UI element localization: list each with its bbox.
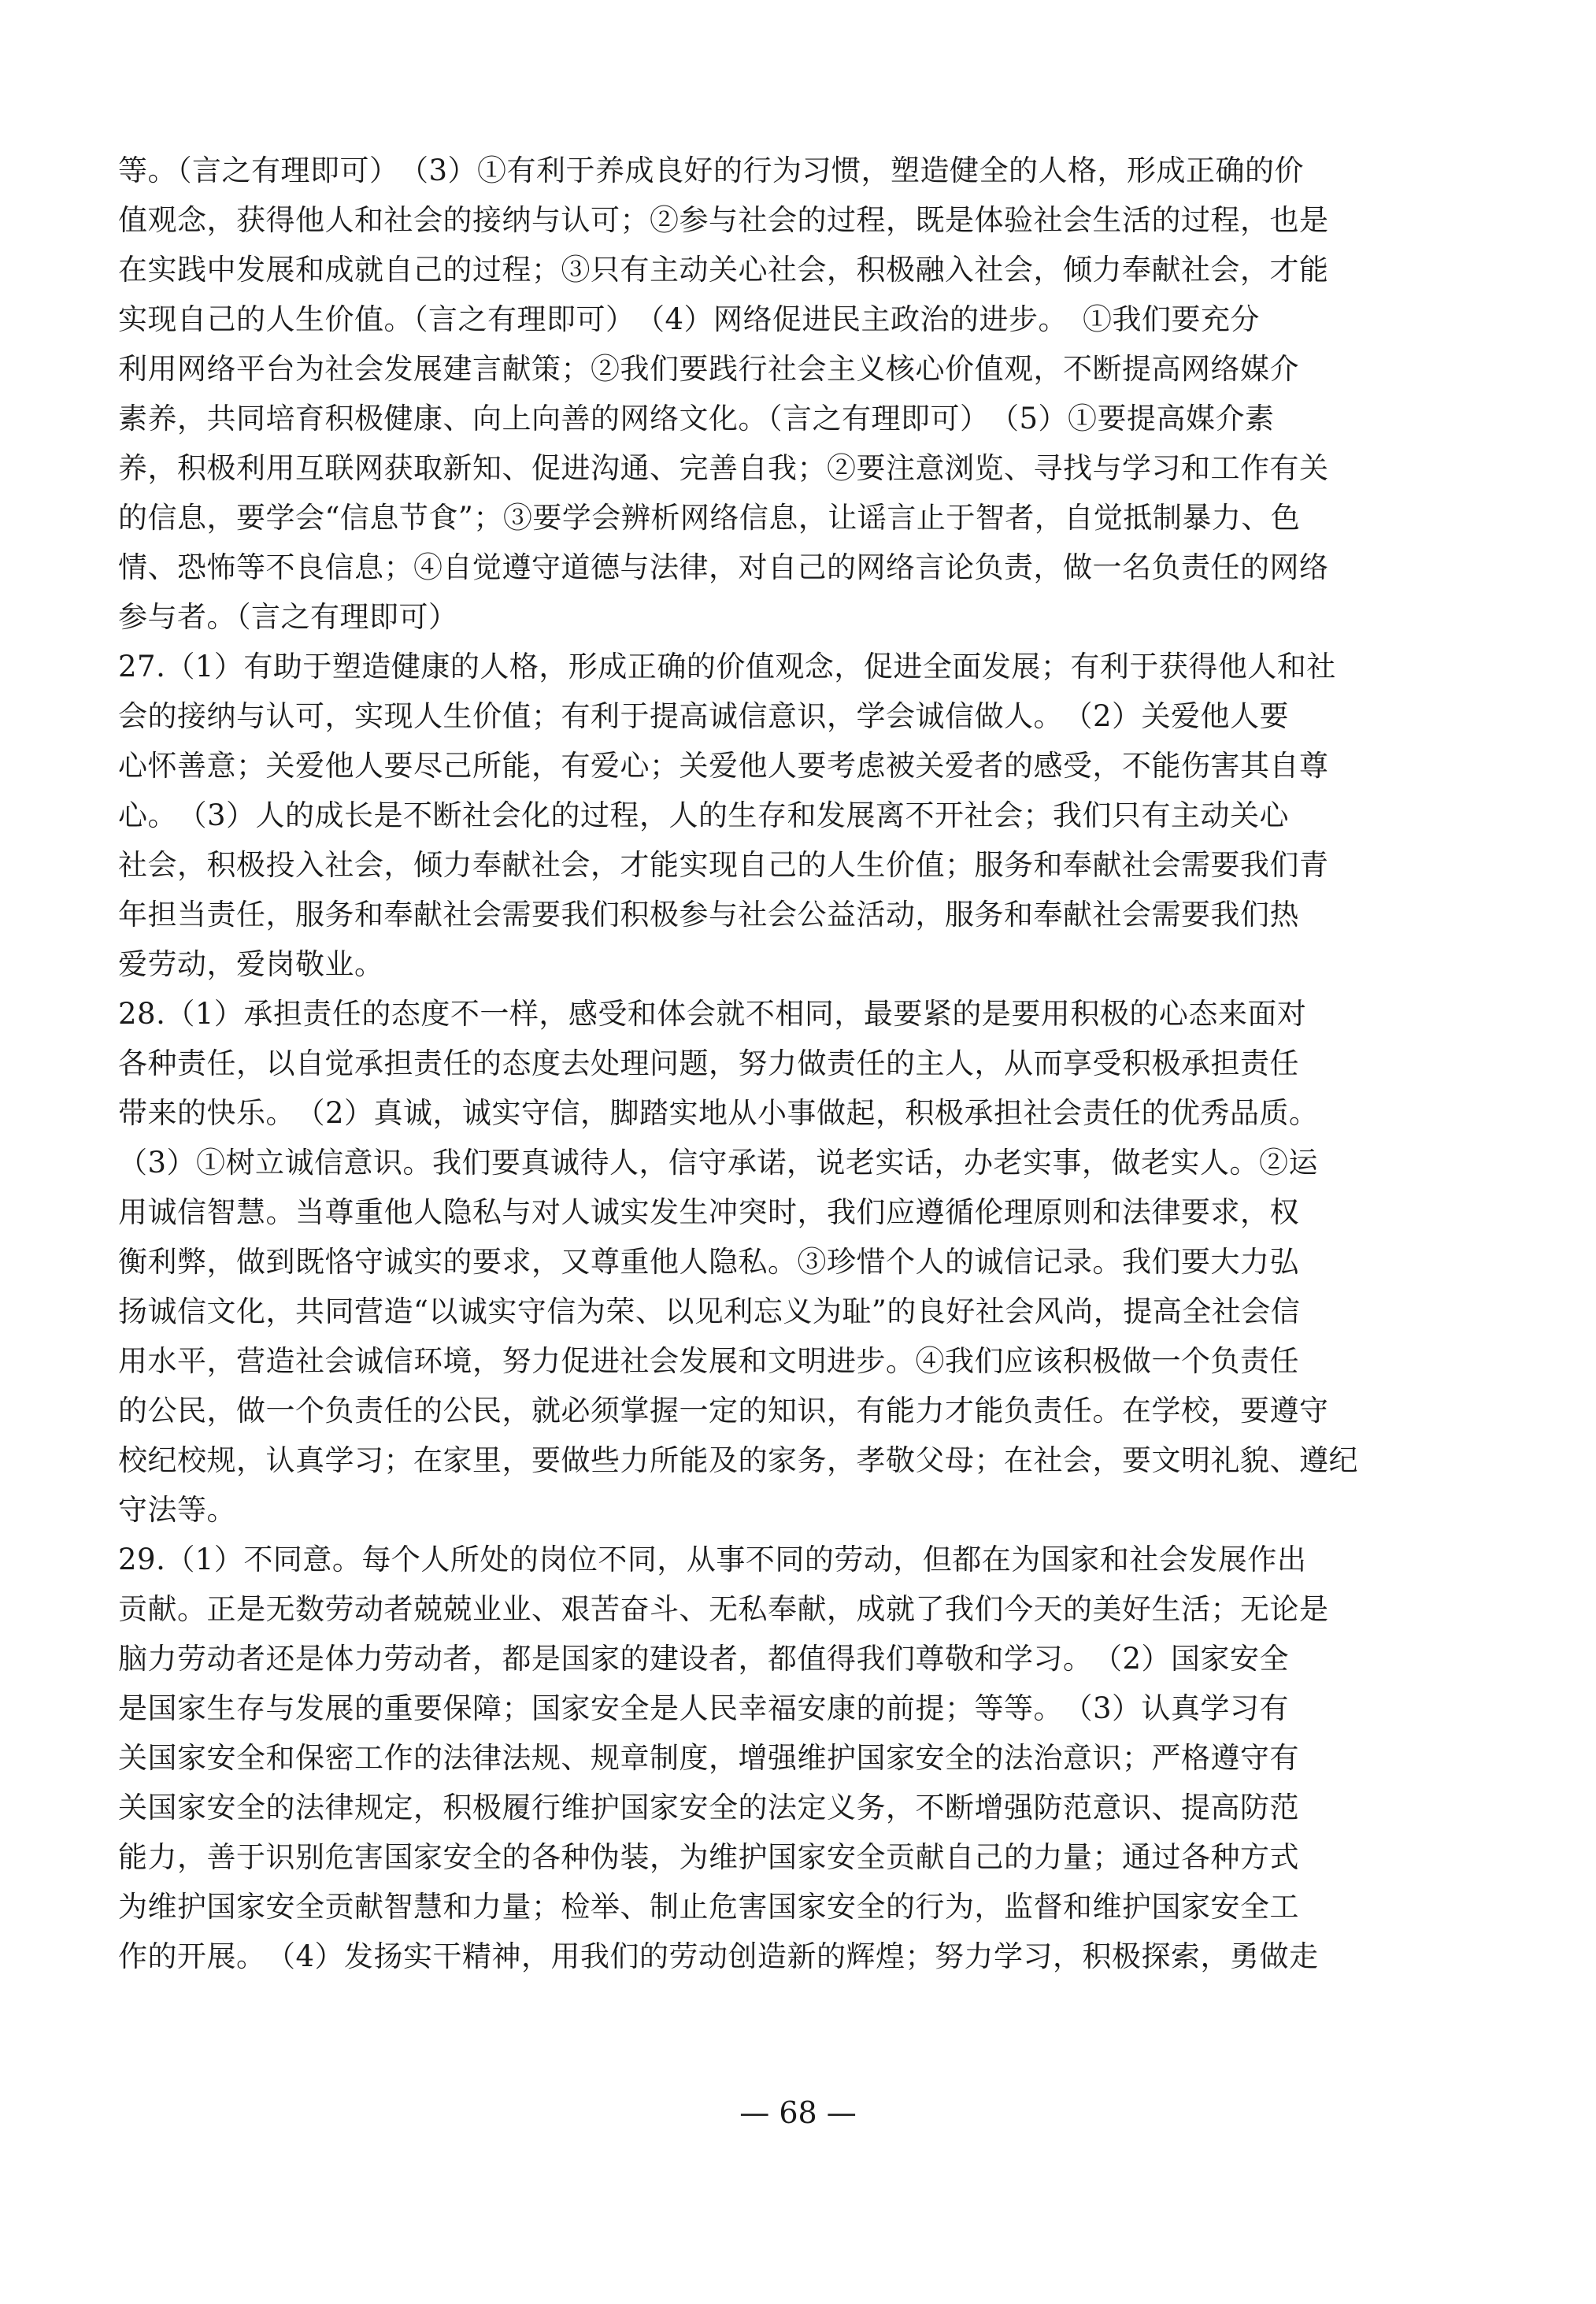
text-line: 素养，共同培育积极健康、向上向善的网络文化。（言之有理即可） （5）①要提高媒介素 [118,402,1275,435]
text-line: 养，积极利用互联网获取新知、促进沟通、完善自我；②要注意浏览、寻找与学习和工作有关 [118,451,1329,485]
text-line: 爱劳动，爱岗敬业。 [118,947,384,981]
text-line: 情、恐怖等不良信息；④自觉遵守道德与法律，对自己的网络言论负责，做一名负责任的网络 [118,550,1329,584]
text-line: 校纪校规，认真学习；在家里，要做些力所能及的家务，孝敬父母；在社会，要文明礼貌、遵纪 [118,1443,1358,1477]
text-line: 是国家生存与发展的重要保障；国家安全是人民幸福安康的前提；等等。 （3）认真学习有 [118,1691,1290,1725]
text-line: 28.（1）承担责任的态度不一样，感受和体会就不相同，最要紧的是要用积极的心态来面对 [118,997,1307,1031]
text-line: 心怀善意；关爱他人要尽己所能，有爱心；关爱他人要考虑被关爱者的感受，不能伤害其自尊 [118,749,1329,783]
text-line: 能力，善于识别危害国家安全的各种伪装，为维护国家安全贡献自己的力量；通过各种方式 [118,1840,1299,1874]
text-line: 参与者。（言之有理即可） [118,600,458,634]
text-line: 关国家安全的法律规定，积极履行维护国家安全的法定义务，不断增强防范意识、提高防范 [118,1791,1299,1824]
answer-text-body [118,146,1370,1981]
text-line: （3）①树立诚信意识。我们要真诚待人，信守承诺，说老实话，办老实事，做老实人。②运 [118,1146,1319,1180]
text-line: 年担当责任，服务和奉献社会需要我们积极参与社会公益活动，服务和奉献社会需要我们热 [118,898,1299,932]
text-line: 27.（1）有助于塑造健康的人格，形成正确的价值观念，促进全面发展；有利于获得他人和社 [118,650,1336,683]
text-line: 贡献。正是无数劳动者兢兢业业、艰苦奋斗、无私奉献，成就了我们今天的美好生活；无论是 [118,1592,1329,1626]
text-line: 等。（言之有理即可） （3）①有利于养成良好的行为习惯，塑造健全的人格，形成正确的价 [118,154,1305,187]
text-line: 29.（1）不同意。每个人所处的岗位不同，从事不同的劳动，但都在为国家和社会发展作出 [118,1543,1307,1576]
text-line: 社会，积极投入社会，倾力奉献社会，才能实现自己的人生价值；服务和奉献社会需要我们青 [118,848,1329,882]
text-line: 实现自己的人生价值。（言之有理即可） （4）网络促进民主政治的进步。 ①我们要充分 [118,302,1261,336]
text-line: 在实践中发展和成就自己的过程；③只有主动关心社会，积极融入社会，倾力奉献社会，才能 [118,253,1329,287]
text-line: 用水平，营造社会诚信环境，努力促进社会发展和文明进步。④我们应该积极做一个负责任 [118,1344,1299,1378]
text-line: 守法等。 [118,1493,236,1527]
text-line: 扬诚信文化，共同营造“以诚实守信为荣、以见利忘义为耻”的良好社会风尚，提高全社会信 [118,1295,1301,1328]
text-line: 关国家安全和保密工作的法律法规、规章制度，增强维护国家安全的法治意识；严格遵守有 [118,1741,1299,1775]
text-line: 的信息，要学会“信息节食”；③要学会辨析网络信息，让谣言止于智者，自觉抵制暴力、色 [118,501,1301,535]
page-number: — 68 — [739,2095,857,2130]
text-line: 脑力劳动者还是体力劳动者，都是国家的建设者，都值得我们尊敬和学习。 （2）国家安全 [118,1642,1290,1676]
text-line: 心。 （3）人的成长是不断社会化的过程，人的生存和发展离不开社会；我们只有主动关心 [118,798,1290,832]
text-line: 各种责任，以自觉承担责任的态度去处理问题，努力做责任的主人，从而享受积极承担责任 [118,1046,1299,1080]
text-line: 值观念，获得他人和社会的接纳与认可；②参与社会的过程，既是体验社会生活的过程，也是 [118,203,1329,237]
text-line: 衡利弊，做到既恪守诚实的要求，又尊重他人隐私。③珍惜个人的诚信记录。我们要大力弘 [118,1245,1299,1279]
text-line: 作的开展。 （4）发扬实干精神，用我们的劳动创造新的辉煌；努力学习，积极探索，勇做走 [118,1939,1319,1973]
text-line: 会的接纳与认可，实现人生价值；有利于提高诚信意识，学会诚信做人。 （2）关爱他人要 [118,699,1290,733]
text-line: 利用网络平台为社会发展建言献策；②我们要践行社会主义核心价值观，不断提高网络媒介 [118,352,1299,386]
text-line: 为维护国家安全贡献智慧和力量；检举、制止危害国家安全的行为，监督和维护国家安全工 [118,1890,1299,1924]
text-line: 带来的快乐。 （2）真诚，诚实守信，脚踏实地从小事做起，积极承担社会责任的优秀品质。 [118,1096,1319,1130]
text-line: 用诚信智慧。当尊重他人隐私与对人诚实发生冲突时，我们应遵循伦理原则和法律要求，权 [118,1195,1299,1229]
text-line: 的公民，做一个负责任的公民，就必须掌握一定的知识，有能力才能负责任。在学校，要遵守 [118,1394,1329,1428]
